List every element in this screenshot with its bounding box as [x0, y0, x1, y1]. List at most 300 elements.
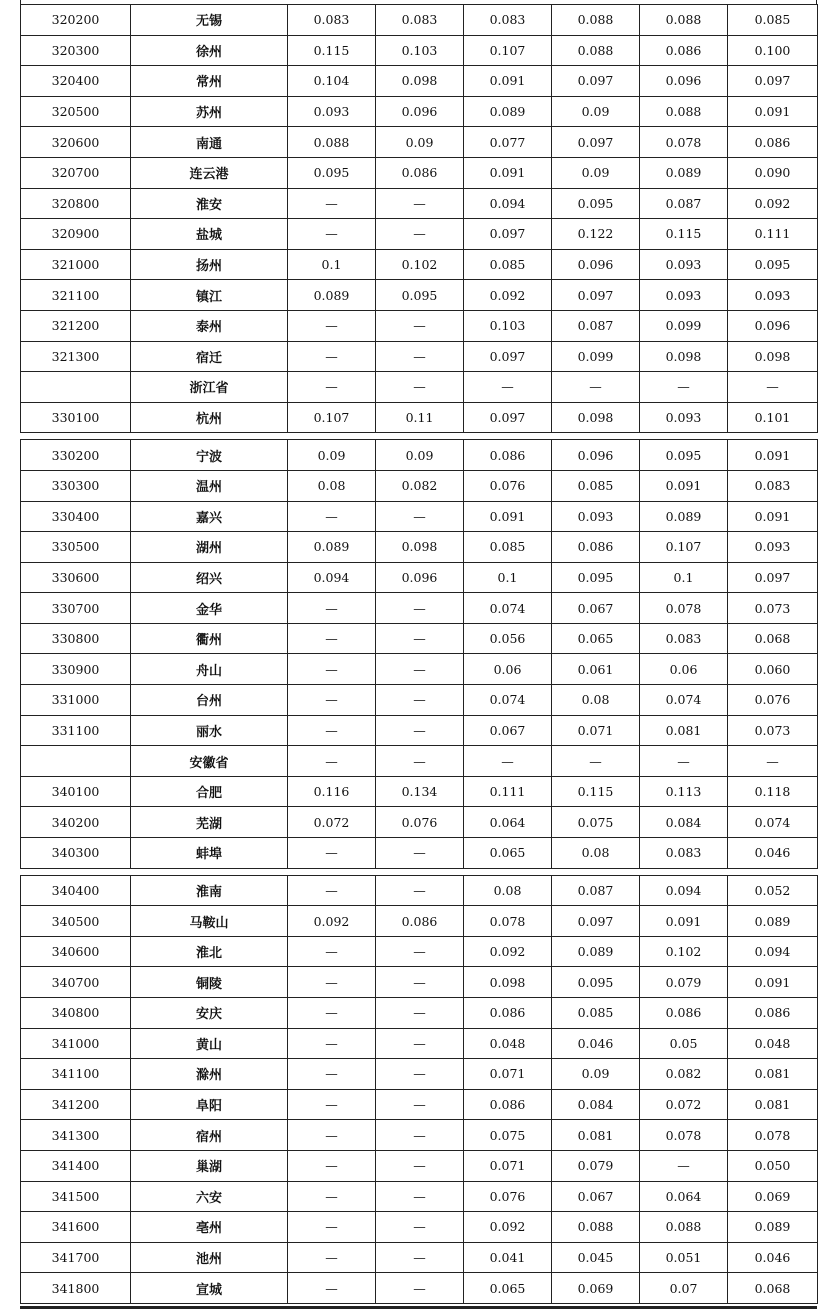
- region-name-cell: 宿州: [131, 1120, 288, 1151]
- value-cell: 0.085: [552, 470, 640, 501]
- value-cell: 0.078: [640, 1120, 728, 1151]
- value-cell: 0.069: [552, 1273, 640, 1304]
- value-cell: 0.046: [728, 1242, 818, 1273]
- value-cell: 0.095: [552, 967, 640, 998]
- value-cell: 0.095: [640, 440, 728, 471]
- region-code-cell: 331000: [21, 685, 131, 716]
- value-cell: 0.090: [728, 157, 818, 188]
- value-cell: 0.094: [464, 188, 552, 219]
- value-cell: 0.081: [728, 1059, 818, 1090]
- value-cell: —: [288, 1120, 376, 1151]
- table-row: [21, 402, 818, 433]
- value-cell: —: [376, 1059, 464, 1090]
- region-name-cell: 铜陵: [131, 967, 288, 998]
- table-block: [20, 4, 818, 433]
- value-cell: 0.093: [728, 280, 818, 311]
- value-cell: 0.098: [728, 341, 818, 372]
- value-cell: 0.067: [552, 1181, 640, 1212]
- table-row: [21, 66, 818, 97]
- value-cell: 0.073: [728, 593, 818, 624]
- value-cell: 0.073: [728, 715, 818, 746]
- value-cell: 0.089: [464, 96, 552, 127]
- value-cell: 0.041: [464, 1242, 552, 1273]
- table-row: [21, 1181, 818, 1212]
- region-code-cell: 341200: [21, 1089, 131, 1120]
- region-code-cell: 330700: [21, 593, 131, 624]
- table-row: [21, 1242, 818, 1273]
- value-cell: 0.081: [552, 1120, 640, 1151]
- value-cell: 0.061: [552, 654, 640, 685]
- value-cell: 0.089: [728, 906, 818, 937]
- value-cell: —: [376, 1273, 464, 1304]
- table-row: [21, 470, 818, 501]
- value-cell: 0.086: [464, 998, 552, 1029]
- value-cell: 0.097: [728, 66, 818, 97]
- region-code-cell: 320400: [21, 66, 131, 97]
- value-cell: 0.068: [728, 1273, 818, 1304]
- table-row: [21, 372, 818, 403]
- value-cell: 0.086: [728, 127, 818, 158]
- value-cell: 0.072: [288, 807, 376, 838]
- value-cell: —: [728, 746, 818, 777]
- value-cell: 0.1: [640, 562, 728, 593]
- table-row: [21, 654, 818, 685]
- value-cell: —: [288, 998, 376, 1029]
- value-cell: —: [640, 746, 728, 777]
- value-cell: —: [376, 1242, 464, 1273]
- value-cell: 0.096: [552, 249, 640, 280]
- table-block: [20, 875, 818, 1304]
- table-row: [21, 776, 818, 807]
- table-row: [21, 593, 818, 624]
- value-cell: 0.050: [728, 1150, 818, 1181]
- value-cell: 0.099: [640, 310, 728, 341]
- value-cell: 0.095: [376, 280, 464, 311]
- value-cell: 0.096: [376, 96, 464, 127]
- region-code-cell: 330400: [21, 501, 131, 532]
- value-cell: 0.064: [464, 807, 552, 838]
- value-cell: 0.095: [552, 562, 640, 593]
- value-cell: 0.094: [640, 875, 728, 906]
- table-row: [21, 1150, 818, 1181]
- value-cell: 0.065: [464, 838, 552, 869]
- table-row: [21, 623, 818, 654]
- value-cell: 0.087: [640, 188, 728, 219]
- value-cell: 0.092: [288, 906, 376, 937]
- value-cell: 0.094: [288, 562, 376, 593]
- value-cell: 0.102: [640, 936, 728, 967]
- value-cell: 0.091: [640, 470, 728, 501]
- region-code-cell: 320700: [21, 157, 131, 188]
- region-code-cell: 320800: [21, 188, 131, 219]
- region-name-cell: 衢州: [131, 623, 288, 654]
- value-cell: 0.085: [552, 998, 640, 1029]
- value-cell: 0.098: [376, 532, 464, 563]
- value-cell: 0.097: [464, 402, 552, 433]
- value-cell: 0.08: [552, 685, 640, 716]
- value-cell: 0.085: [728, 5, 818, 36]
- table-row: [21, 1059, 818, 1090]
- value-cell: 0.107: [640, 532, 728, 563]
- value-cell: 0.082: [640, 1059, 728, 1090]
- region-code-cell: 330200: [21, 440, 131, 471]
- value-cell: 0.077: [464, 127, 552, 158]
- region-code-cell: 330600: [21, 562, 131, 593]
- table-row: [21, 501, 818, 532]
- value-cell: 0.1: [464, 562, 552, 593]
- value-cell: 0.093: [640, 402, 728, 433]
- value-cell: —: [288, 1150, 376, 1181]
- value-cell: 0.069: [728, 1181, 818, 1212]
- value-cell: 0.096: [376, 562, 464, 593]
- value-cell: 0.103: [464, 310, 552, 341]
- region-code-cell: 321200: [21, 310, 131, 341]
- value-cell: —: [288, 188, 376, 219]
- value-cell: 0.071: [552, 715, 640, 746]
- value-cell: —: [288, 623, 376, 654]
- region-name-cell: 阜阳: [131, 1089, 288, 1120]
- value-cell: 0.1: [288, 249, 376, 280]
- value-cell: 0.093: [728, 532, 818, 563]
- table-bottom-rule: [20, 1306, 817, 1315]
- table-row: [21, 746, 818, 777]
- data-table-page: [20, 0, 817, 1315]
- region-code-cell: 340700: [21, 967, 131, 998]
- region-name-cell: 巢湖: [131, 1150, 288, 1181]
- table-row: [21, 1028, 818, 1059]
- value-cell: 0.093: [288, 96, 376, 127]
- value-cell: 0.096: [640, 66, 728, 97]
- value-cell: 0.113: [640, 776, 728, 807]
- value-cell: 0.083: [288, 5, 376, 36]
- region-code-cell: 330800: [21, 623, 131, 654]
- table-row: [21, 1212, 818, 1243]
- value-cell: 0.115: [288, 35, 376, 66]
- table-row: [21, 936, 818, 967]
- value-cell: 0.046: [728, 838, 818, 869]
- value-cell: —: [640, 372, 728, 403]
- value-cell: 0.076: [464, 1181, 552, 1212]
- value-cell: 0.093: [552, 501, 640, 532]
- value-cell: 0.097: [552, 66, 640, 97]
- value-cell: 0.095: [728, 249, 818, 280]
- region-code-cell: 340800: [21, 998, 131, 1029]
- value-cell: —: [288, 1273, 376, 1304]
- value-cell: 0.101: [728, 402, 818, 433]
- table-row: [21, 715, 818, 746]
- value-cell: 0.06: [640, 654, 728, 685]
- value-cell: —: [288, 746, 376, 777]
- value-cell: 0.116: [288, 776, 376, 807]
- value-cell: 0.088: [552, 5, 640, 36]
- value-cell: 0.085: [464, 249, 552, 280]
- value-cell: —: [376, 310, 464, 341]
- value-cell: —: [288, 838, 376, 869]
- value-cell: 0.045: [552, 1242, 640, 1273]
- value-cell: —: [376, 623, 464, 654]
- region-code-cell: 330500: [21, 532, 131, 563]
- table-row: [21, 532, 818, 563]
- table-blocks: [20, 4, 817, 1304]
- value-cell: 0.078: [640, 593, 728, 624]
- table-row: [21, 35, 818, 66]
- value-cell: 0.096: [728, 310, 818, 341]
- table-row: [21, 280, 818, 311]
- value-cell: 0.134: [376, 776, 464, 807]
- region-name-cell: 嘉兴: [131, 501, 288, 532]
- region-name-cell: 淮安: [131, 188, 288, 219]
- value-cell: 0.09: [552, 96, 640, 127]
- value-cell: —: [288, 593, 376, 624]
- region-code-cell: [21, 746, 131, 777]
- region-name-cell: 无锡: [131, 5, 288, 36]
- value-cell: 0.087: [552, 310, 640, 341]
- value-cell: —: [288, 967, 376, 998]
- value-cell: 0.088: [640, 1212, 728, 1243]
- value-cell: —: [288, 1212, 376, 1243]
- value-cell: 0.056: [464, 623, 552, 654]
- region-name-cell: 马鞍山: [131, 906, 288, 937]
- region-name-cell: 亳州: [131, 1212, 288, 1243]
- region-code-cell: 341700: [21, 1242, 131, 1273]
- value-cell: 0.098: [464, 967, 552, 998]
- table-row: [21, 685, 818, 716]
- value-cell: 0.098: [640, 341, 728, 372]
- value-cell: 0.098: [376, 66, 464, 97]
- value-cell: —: [288, 1242, 376, 1273]
- value-cell: —: [288, 685, 376, 716]
- region-name-cell: 芜湖: [131, 807, 288, 838]
- region-name-cell: 安徽省: [131, 746, 288, 777]
- value-cell: 0.079: [640, 967, 728, 998]
- value-cell: 0.046: [552, 1028, 640, 1059]
- value-cell: 0.05: [640, 1028, 728, 1059]
- value-cell: 0.085: [464, 532, 552, 563]
- value-cell: 0.071: [464, 1059, 552, 1090]
- value-cell: —: [376, 1089, 464, 1120]
- value-cell: 0.078: [640, 127, 728, 158]
- value-cell: 0.115: [552, 776, 640, 807]
- value-cell: 0.086: [464, 1089, 552, 1120]
- value-cell: 0.09: [552, 157, 640, 188]
- value-cell: 0.097: [552, 280, 640, 311]
- value-cell: 0.098: [552, 402, 640, 433]
- value-cell: 0.091: [728, 96, 818, 127]
- value-cell: —: [376, 188, 464, 219]
- region-name-cell: 苏州: [131, 96, 288, 127]
- value-cell: 0.074: [728, 807, 818, 838]
- value-cell: —: [376, 715, 464, 746]
- value-cell: 0.08: [464, 875, 552, 906]
- region-name-cell: 宣城: [131, 1273, 288, 1304]
- value-cell: 0.081: [640, 715, 728, 746]
- region-name-cell: 徐州: [131, 35, 288, 66]
- region-code-cell: 320900: [21, 219, 131, 250]
- value-cell: 0.088: [552, 1212, 640, 1243]
- value-cell: —: [376, 654, 464, 685]
- value-cell: 0.092: [464, 1212, 552, 1243]
- value-cell: 0.094: [728, 936, 818, 967]
- region-name-cell: 温州: [131, 470, 288, 501]
- region-code-cell: 341100: [21, 1059, 131, 1090]
- value-cell: 0.097: [464, 219, 552, 250]
- value-cell: 0.076: [728, 685, 818, 716]
- table-row: [21, 188, 818, 219]
- value-cell: 0.086: [376, 157, 464, 188]
- value-cell: 0.097: [728, 562, 818, 593]
- value-cell: 0.075: [552, 807, 640, 838]
- region-name-cell: 绍兴: [131, 562, 288, 593]
- value-cell: 0.08: [288, 470, 376, 501]
- value-cell: 0.091: [728, 967, 818, 998]
- value-cell: 0.08: [552, 838, 640, 869]
- region-code-cell: 321100: [21, 280, 131, 311]
- table-row: [21, 157, 818, 188]
- value-cell: 0.103: [376, 35, 464, 66]
- value-cell: 0.089: [728, 1212, 818, 1243]
- value-cell: 0.088: [640, 5, 728, 36]
- value-cell: 0.048: [728, 1028, 818, 1059]
- value-cell: 0.088: [288, 127, 376, 158]
- region-name-cell: 安庆: [131, 998, 288, 1029]
- region-code-cell: [21, 372, 131, 403]
- value-cell: 0.093: [640, 280, 728, 311]
- value-cell: 0.099: [552, 341, 640, 372]
- value-cell: 0.089: [552, 936, 640, 967]
- table-block: [20, 439, 818, 868]
- value-cell: —: [376, 372, 464, 403]
- value-cell: 0.084: [552, 1089, 640, 1120]
- region-name-cell: 丽水: [131, 715, 288, 746]
- value-cell: 0.065: [552, 623, 640, 654]
- region-name-cell: 杭州: [131, 402, 288, 433]
- value-cell: 0.048: [464, 1028, 552, 1059]
- value-cell: 0.060: [728, 654, 818, 685]
- value-cell: 0.064: [640, 1181, 728, 1212]
- value-cell: 0.088: [640, 96, 728, 127]
- region-code-cell: 330100: [21, 402, 131, 433]
- region-name-cell: 泰州: [131, 310, 288, 341]
- value-cell: 0.072: [640, 1089, 728, 1120]
- region-code-cell: 340600: [21, 936, 131, 967]
- value-cell: 0.091: [640, 906, 728, 937]
- region-code-cell: 340300: [21, 838, 131, 869]
- value-cell: 0.089: [640, 501, 728, 532]
- value-cell: —: [376, 501, 464, 532]
- value-cell: —: [288, 875, 376, 906]
- region-name-cell: 宁波: [131, 440, 288, 471]
- value-cell: 0.075: [464, 1120, 552, 1151]
- table-row: [21, 310, 818, 341]
- region-name-cell: 宿迁: [131, 341, 288, 372]
- table-row: [21, 838, 818, 869]
- table-row: [21, 562, 818, 593]
- value-cell: 0.086: [464, 440, 552, 471]
- value-cell: 0.074: [464, 685, 552, 716]
- region-name-cell: 连云港: [131, 157, 288, 188]
- region-name-cell: 浙江省: [131, 372, 288, 403]
- value-cell: —: [552, 746, 640, 777]
- value-cell: —: [376, 838, 464, 869]
- value-cell: 0.104: [288, 66, 376, 97]
- table-row: [21, 440, 818, 471]
- table-row: [21, 906, 818, 937]
- value-cell: 0.086: [376, 906, 464, 937]
- table-row: [21, 341, 818, 372]
- value-cell: 0.083: [728, 470, 818, 501]
- value-cell: 0.096: [552, 440, 640, 471]
- value-cell: 0.082: [376, 470, 464, 501]
- region-name-cell: 扬州: [131, 249, 288, 280]
- value-cell: 0.107: [464, 35, 552, 66]
- value-cell: 0.097: [552, 906, 640, 937]
- value-cell: 0.076: [376, 807, 464, 838]
- value-cell: 0.067: [552, 593, 640, 624]
- value-cell: 0.107: [288, 402, 376, 433]
- region-code-cell: 320600: [21, 127, 131, 158]
- value-cell: 0.083: [640, 623, 728, 654]
- value-cell: 0.091: [464, 157, 552, 188]
- region-code-cell: 320500: [21, 96, 131, 127]
- region-name-cell: 常州: [131, 66, 288, 97]
- value-cell: —: [376, 746, 464, 777]
- region-name-cell: 湖州: [131, 532, 288, 563]
- value-cell: 0.065: [464, 1273, 552, 1304]
- region-code-cell: 340400: [21, 875, 131, 906]
- table-row: [21, 875, 818, 906]
- region-code-cell: 340100: [21, 776, 131, 807]
- value-cell: 0.089: [288, 532, 376, 563]
- value-cell: 0.074: [464, 593, 552, 624]
- region-name-cell: 淮南: [131, 875, 288, 906]
- region-name-cell: 舟山: [131, 654, 288, 685]
- value-cell: —: [288, 219, 376, 250]
- value-cell: —: [464, 746, 552, 777]
- value-cell: 0.051: [640, 1242, 728, 1273]
- value-cell: —: [288, 654, 376, 685]
- value-cell: —: [376, 1212, 464, 1243]
- value-cell: 0.083: [464, 5, 552, 36]
- value-cell: 0.115: [640, 219, 728, 250]
- value-cell: 0.087: [552, 875, 640, 906]
- value-cell: 0.06: [464, 654, 552, 685]
- value-cell: 0.07: [640, 1273, 728, 1304]
- value-cell: 0.083: [640, 838, 728, 869]
- value-cell: 0.09: [376, 127, 464, 158]
- value-cell: —: [288, 1089, 376, 1120]
- region-code-cell: 340200: [21, 807, 131, 838]
- value-cell: 0.081: [728, 1089, 818, 1120]
- value-cell: 0.093: [640, 249, 728, 280]
- table-row: [21, 967, 818, 998]
- value-cell: 0.111: [464, 776, 552, 807]
- region-code-cell: 321300: [21, 341, 131, 372]
- value-cell: 0.092: [464, 936, 552, 967]
- region-code-cell: 341400: [21, 1150, 131, 1181]
- table-row: [21, 96, 818, 127]
- value-cell: 0.100: [728, 35, 818, 66]
- region-name-cell: 镇江: [131, 280, 288, 311]
- region-name-cell: 盐城: [131, 219, 288, 250]
- value-cell: —: [640, 1150, 728, 1181]
- value-cell: —: [376, 998, 464, 1029]
- value-cell: —: [376, 341, 464, 372]
- region-code-cell: 320300: [21, 35, 131, 66]
- value-cell: 0.102: [376, 249, 464, 280]
- value-cell: —: [376, 875, 464, 906]
- value-cell: —: [552, 372, 640, 403]
- table-row: [21, 998, 818, 1029]
